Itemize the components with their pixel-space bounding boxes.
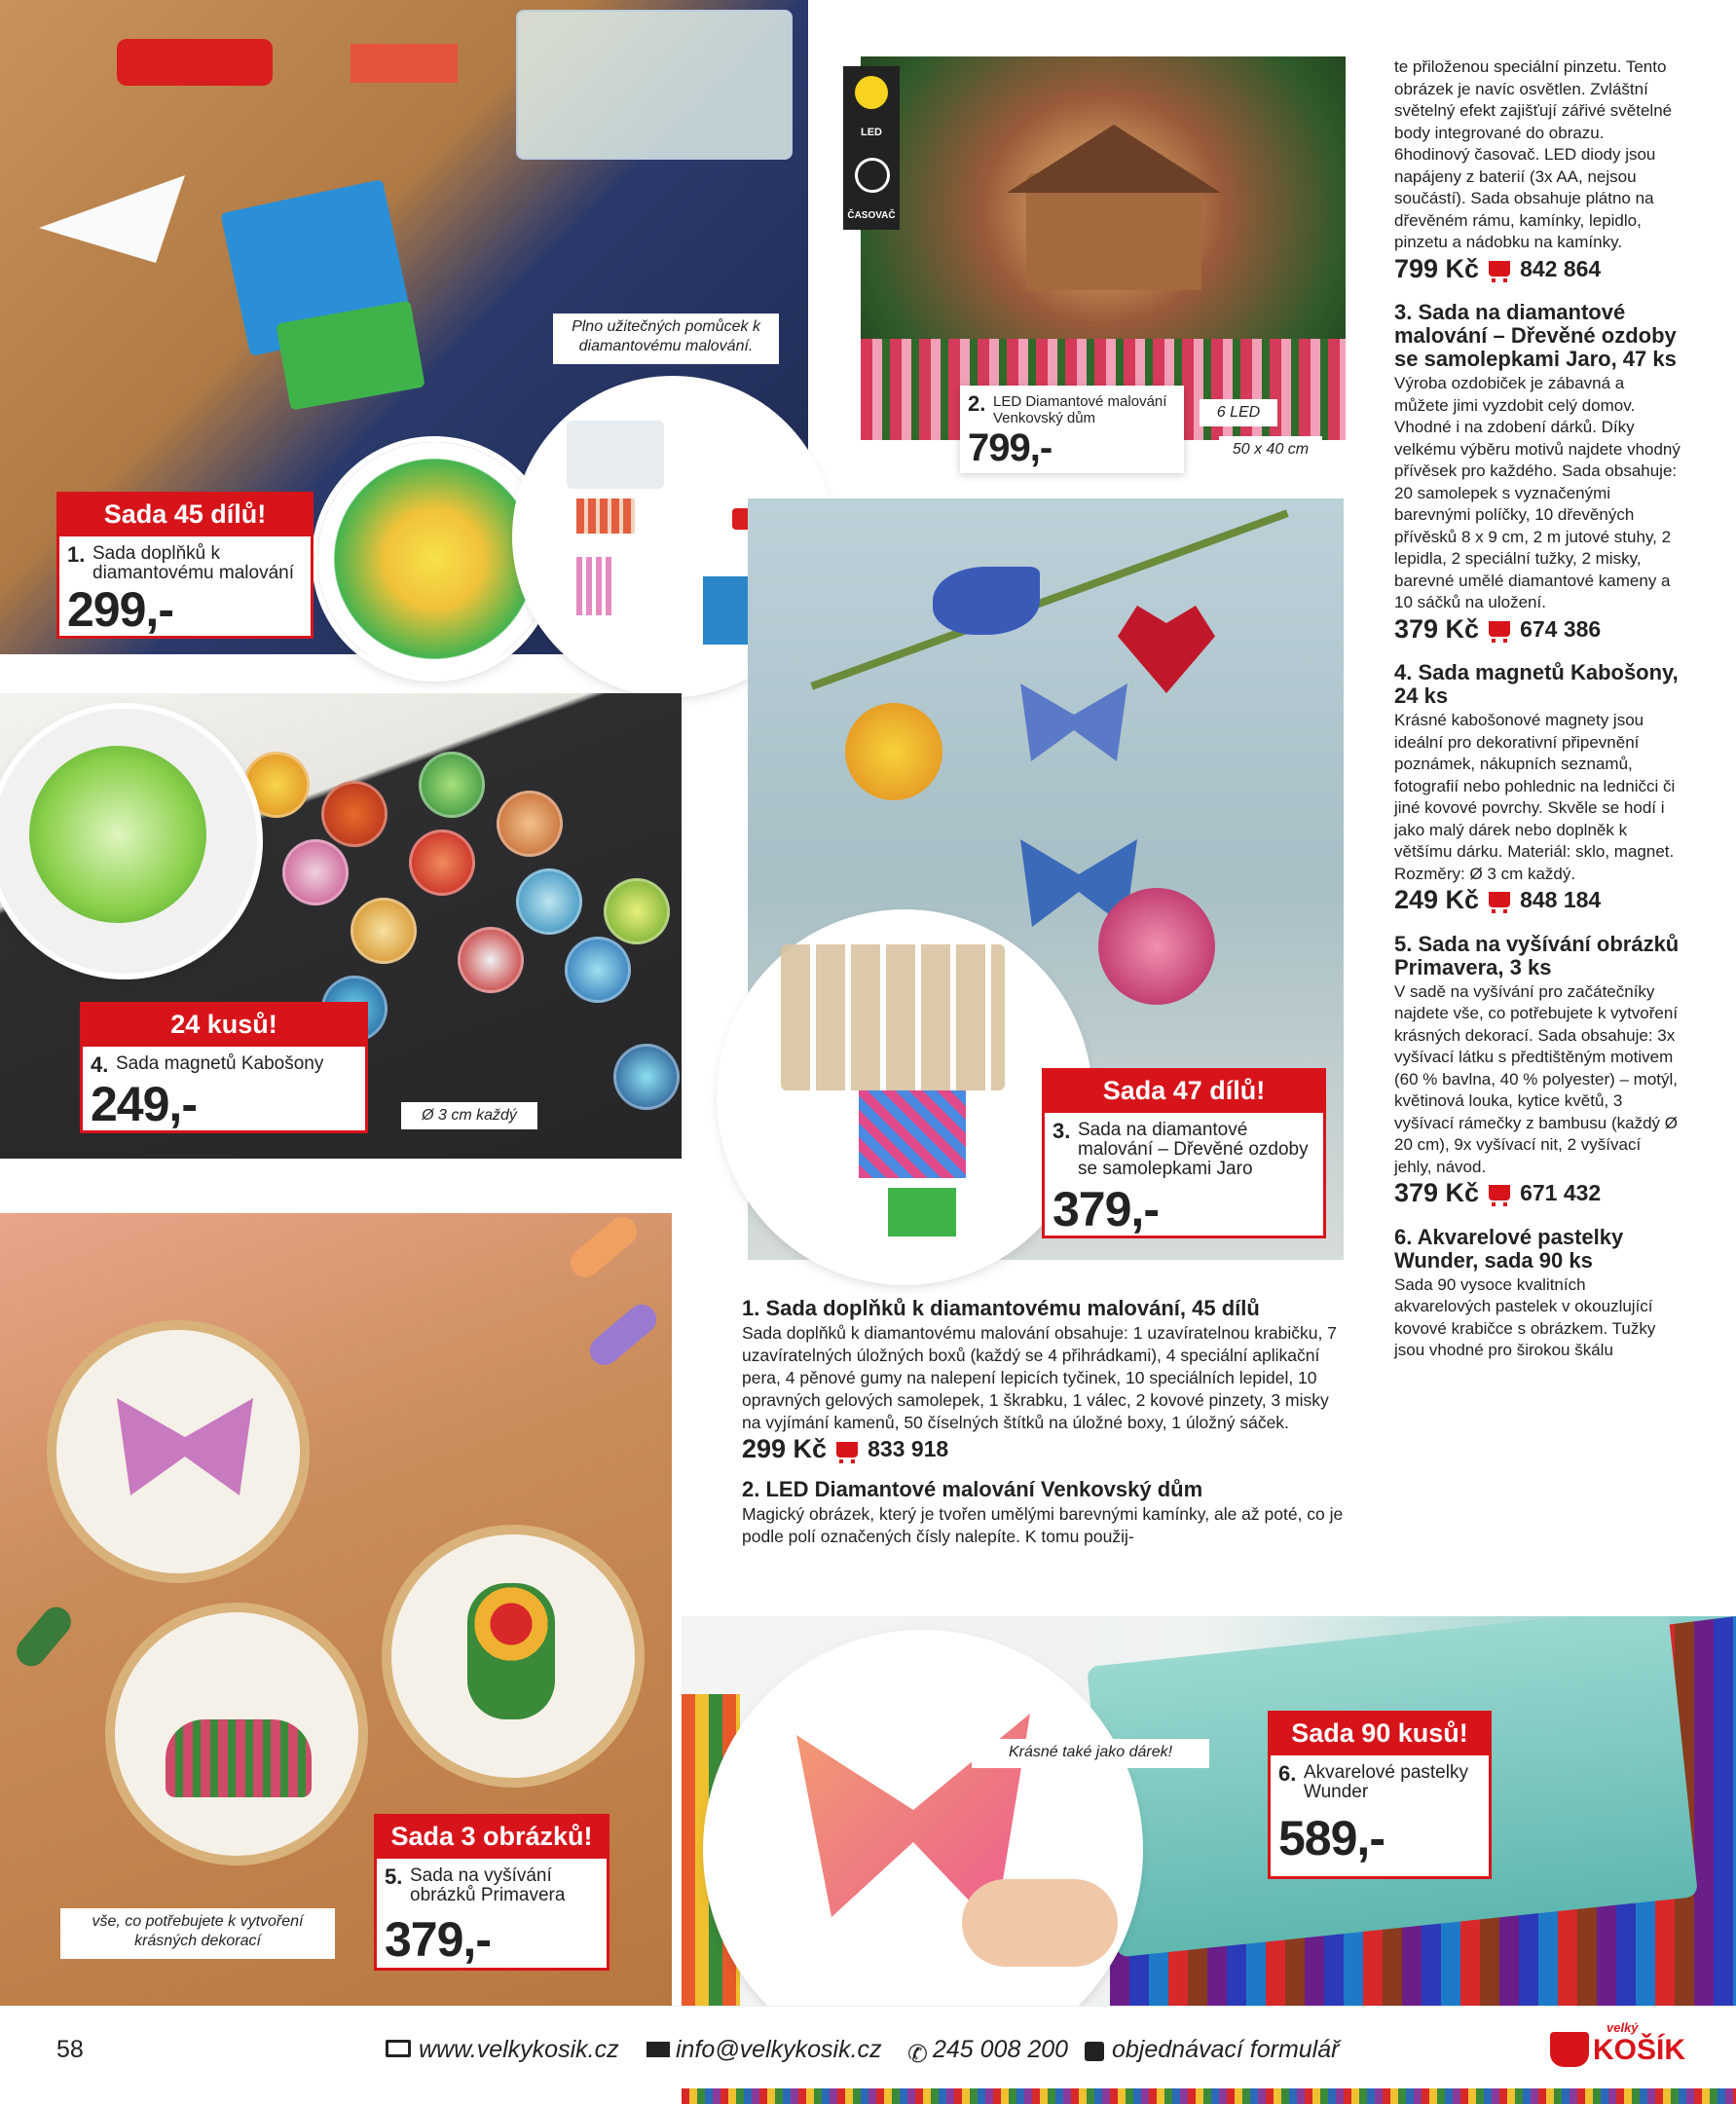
magnet	[604, 878, 670, 944]
product-3-text: Výroba ozdobiček je zábavná a můžete jimi vyzdobit celý domov. Vhodné i na zdobení dárků. Díky velkému výběru motivů najdete vhodný přívěsek pro každého. Sada obsahuje: 20 samolepek s vyznačenými barevnými políčky, 10 dřevěných přívěsků 8 x 9 cm, 2 m jutové stuhy, 2 lepidla, 2 speciální tužky, 2 misky, barevné umělé diamantové kameny a 10 sáčků na uložení.	[1394, 374, 1681, 611]
ornament-kit-inset	[722, 915, 1087, 1279]
cart-icon[interactable]	[836, 1442, 858, 1458]
flower-ornament	[1098, 888, 1215, 1005]
magnet	[321, 781, 388, 847]
price-box-6	[1268, 1718, 1492, 1879]
stickers	[859, 1090, 966, 1178]
magnet	[351, 898, 417, 964]
magnet-size-caption: Ø 3 cm každý	[401, 1102, 537, 1129]
price-box-6-price: 589,-	[1278, 1811, 1385, 1865]
tree-magnet-inset	[0, 709, 257, 974]
pens-inset	[317, 442, 551, 676]
price-box-1-banner: Sada 45 dílů!	[56, 492, 314, 536]
timer-label: ČASOVAČ	[847, 210, 896, 221]
cart-icon[interactable]	[1489, 892, 1510, 907]
pink-pens-icon	[576, 557, 615, 615]
led-cottage-photo	[861, 56, 1346, 440]
price-box-6-number: 6.	[1278, 1761, 1297, 1786]
tree-magnet	[29, 746, 206, 923]
led-count-caption: 6 LED	[1200, 399, 1277, 426]
monitor-icon	[386, 2040, 411, 2057]
magnet	[613, 1044, 680, 1110]
magnet	[565, 937, 631, 1003]
bulb-icon	[855, 76, 888, 109]
gift-caption: Krásné také jako dárek!	[972, 1739, 1209, 1768]
product-5-code: 671 432	[1520, 1180, 1602, 1205]
product-1-price-line	[742, 1434, 1344, 1463]
product-4-text: Krásné kabošonové magnety jsou ideální pro dekorativní připevnění poznámek, nákupních seznamů, fotografií nebo pohlednic na ledničci či jiné kovové povrchy. Skvěle se hodí i jako malý dárek nebo doplněk k většímu dárku. Materiál: sklo, magnet. Rozměry: Ø 3 cm každý.	[1394, 711, 1676, 883]
magnet	[497, 791, 563, 857]
price-box-3-price: 379,-	[1053, 1182, 1159, 1237]
price-box-5-price: 379,-	[385, 1912, 491, 1967]
product-5-text: V sadě na vyšívání pro začátečníky najdete vše, co potřebujete k vytvoření krásných dekorací. Sada obsahuje: 3x vyšívací látku s předtištěným motivem (60 % bavlna, 40 % polyester) – motýl, květinová louka, kytice květů, 3 vyšívací rámečky z bambusu (každý Ø 20 cm), 9x vyšívací nit, 2 vyšívací jehly, návod.	[1394, 981, 1679, 1176]
product-5-title: 5. Sada na vyšívání obrázků Primavera, 3 ks	[1394, 931, 1680, 979]
magnet	[458, 927, 524, 993]
price-box-4-name: Sada magnetů Kabošony	[116, 1053, 324, 1074]
embroidery-caption: vše, co potřebujete k vytvoření krásných dekorací	[60, 1908, 335, 1959]
magnet	[282, 839, 349, 905]
led-label: LED	[861, 127, 882, 138]
price-box-1-number: 1.	[67, 542, 86, 567]
product-1-text: Sada doplňků k diamantovému malování obsahuje: 1 uzavíratelnou krabičku, 7 uzavíratelných úložných boxů (každý se 4 přihrádkami), 4 speciální aplikační pera, 4 pěnové gumy na nalepení lepicích tyčinek, 10 speciálních lepidel, 10 opravných gelových samolepek, 1 škrabku, 1 válec, 2 kovové pinzety, 3 misky na vyjímání kamenů, 50 číselných štítků na úložné boxy, 1 úložný sáček.	[742, 1323, 1337, 1432]
butterfly-ornament	[1020, 683, 1127, 761]
price-box-3-name: Sada na diamantové malování – Dřevěné ozdoby se samolepkami Jaro	[1078, 1120, 1309, 1179]
cart-icon[interactable]	[1489, 261, 1510, 277]
cart-icon[interactable]	[1489, 621, 1510, 637]
sun-ornament	[845, 703, 942, 800]
logo-text: KOŠÍK	[1593, 2034, 1686, 2066]
price-box-3	[1042, 1076, 1326, 1238]
thread-orange	[565, 1213, 644, 1283]
order-form-link[interactable]: objednávací formulář	[1112, 2036, 1340, 2063]
product-3-price: 379 Kč	[1394, 613, 1480, 644]
product-1-code: 833 918	[868, 1436, 949, 1461]
heart-ornament	[1118, 606, 1215, 693]
product-1-title: 1. Sada doplňků k diamantovému malování, 45 dílů	[742, 1296, 1260, 1320]
center-text-column	[742, 1297, 1344, 1548]
product-5-price: 379 Kč	[1394, 1178, 1480, 1207]
boxes-icon	[567, 421, 664, 489]
product-3-price-line	[1394, 613, 1682, 644]
meadow-motif	[166, 1719, 312, 1797]
magnet	[243, 752, 310, 818]
price-box-1	[56, 499, 314, 639]
magnet	[409, 830, 475, 896]
product-6-title: 6. Akvarelové pastelky Wunder, sada 90 ks	[1394, 1224, 1624, 1273]
price-box-2-name: LED Diamantové malování Venkovský dům	[993, 393, 1167, 426]
product-1-price: 299 Kč	[742, 1434, 828, 1463]
wooden-shapes	[781, 944, 1005, 1090]
timer-icon	[855, 158, 890, 193]
price-box-5-name: Sada na vyšívání obrázků Primavera	[410, 1865, 566, 1905]
product-3-code: 674 386	[1520, 615, 1602, 642]
green-bottles	[888, 1188, 956, 1237]
magnet	[419, 752, 485, 818]
price-box-4	[80, 1010, 368, 1133]
price-box-3-number: 3.	[1053, 1119, 1071, 1143]
product-4-code: 848 184	[1520, 887, 1602, 912]
phone-icon: ✆	[907, 2041, 928, 2068]
logo-top-text: velký	[1607, 2020, 1639, 2035]
cottage-roof	[1007, 125, 1221, 193]
product-2-title: 2. LED Diamantové malování Venkovský dům	[742, 1477, 1203, 1501]
footer	[0, 2006, 1736, 2104]
price-box-4-number: 4.	[91, 1052, 109, 1077]
price-box-3-banner: Sada 47 dílů!	[1042, 1068, 1326, 1113]
product-4-price: 249 Kč	[1394, 885, 1480, 914]
magnet	[516, 868, 582, 935]
price-box-2-price: 799,-	[968, 426, 1053, 469]
email-link[interactable]: info@velkykosik.cz	[676, 2036, 882, 2063]
size-caption: 50 x 40 cm	[1219, 436, 1322, 463]
product-2-code: 842 864	[1520, 255, 1602, 281]
led-badge-panel	[843, 66, 900, 230]
watercolor-inset	[709, 1636, 1137, 2064]
product-2-text: Magický obrázek, který je tvořen umělými barevnými kamínky, ale až poté, co je podle polí označených čísly nalepíte. K tomu použij-	[742, 1504, 1344, 1546]
price-box-4-banner: 24 kusů!	[80, 1002, 368, 1047]
price-box-6-banner: Sada 90 kusů!	[1268, 1711, 1492, 1755]
branch	[810, 509, 1288, 689]
bouquet-motif	[467, 1583, 555, 1719]
red-chips	[351, 44, 458, 83]
price-box-2	[960, 386, 1184, 473]
website-link[interactable]: www.velkykosik.cz	[419, 2036, 619, 2063]
tools-caption: Plno užitečných pomůcek k diamantovému malování.	[553, 314, 779, 364]
footer-pencil-strip	[682, 2088, 1736, 2104]
price-box-1-name: Sada doplňků k diamantovému malování	[92, 543, 294, 583]
right-text-column	[1394, 56, 1682, 1362]
product-3-title: 3. Sada na diamantové malování – Dřevěné ozdoby se samolepkami Jaro, 47 ks	[1394, 300, 1677, 371]
product-5-price-line	[1394, 1178, 1682, 1207]
product-6-text: Sada 90 vysoce kvalitních akvarelových pastelek v okouzlující kovové krabičce s obrázkem. Tužky jsou vhodné pro širokou škálu	[1394, 1274, 1656, 1359]
thread-green	[11, 1602, 77, 1673]
logo-basket-icon	[1550, 2032, 1589, 2067]
page-number: 58	[56, 2036, 84, 2063]
price-box-5	[374, 1822, 609, 1971]
product-4-title: 4. Sada magnetů Kabošony, 24 ks	[1394, 660, 1679, 708]
product-4-price-line	[1394, 885, 1682, 914]
product-2-price-line	[1394, 253, 1682, 283]
form-icon	[1085, 2042, 1104, 2061]
labels-icon	[576, 498, 635, 534]
product-2-price: 799 Kč	[1394, 253, 1480, 283]
scraper	[39, 175, 185, 263]
cart-icon[interactable]	[1489, 1185, 1510, 1200]
thread-purple	[584, 1299, 663, 1371]
bird-ornament	[933, 567, 1040, 635]
paint-roller	[117, 39, 273, 86]
price-box-5-banner: Sada 3 obrázků!	[374, 1814, 609, 1859]
product-2-text-cont: te přiloženou speciální pinzetu. Tento obrázek je navíc osvětlen. Zvláštní světelný efekt zajišťují zářivé světelné body integrované do obrazu. 6hodinový časovač. LED diody jsou napájeny z baterií (3x AA, nejsou součástí). Sada obsahuje plátno na dřevěném rámu, kamínky, lepidlo, pinzetu a nádobku na kamínky.	[1394, 57, 1673, 251]
phone-number[interactable]: 245 008 200	[933, 2036, 1069, 2063]
price-box-6-name: Akvarelové pastelky Wunder	[1304, 1762, 1468, 1802]
email-icon	[646, 2042, 670, 2057]
price-box-1-price: 299,-	[67, 582, 173, 637]
price-box-5-number: 5.	[385, 1864, 403, 1889]
storage-box	[516, 10, 793, 160]
hand	[962, 1879, 1118, 1967]
price-box-2-number: 2.	[968, 391, 986, 416]
price-box-4-price: 249,-	[91, 1077, 197, 1131]
